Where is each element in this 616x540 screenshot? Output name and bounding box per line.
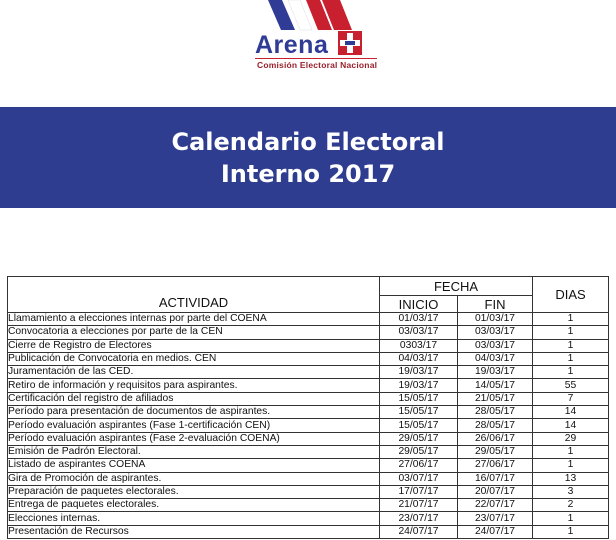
table-row	[8, 326, 609, 339]
logo-subtitle: Comisión Electoral Nacional	[257, 60, 378, 70]
start-date-cell: 15/05/17	[380, 392, 458, 405]
table-row	[8, 313, 609, 326]
activity-cell: Certificación del registro de afiliados	[8, 392, 380, 405]
table-row	[8, 459, 609, 472]
days-cell: 55	[533, 379, 609, 392]
activity-cell: Publicación de Convocatoria en medios. CEN	[8, 352, 380, 365]
days-cell: 14	[533, 406, 609, 419]
activity-cell: Cierre de Registro de Electores	[8, 339, 380, 352]
end-date-cell: 29/05/17	[458, 445, 533, 458]
header-fecha: FECHA	[380, 277, 533, 296]
banner-title-line1: Calendario Electoral	[171, 127, 445, 156]
days-cell: 7	[533, 392, 609, 405]
logo-name: Arena	[255, 31, 329, 59]
arena-logo	[240, 0, 390, 76]
start-date-cell: 24/07/17	[380, 525, 458, 538]
header-fin: FIN	[458, 296, 533, 313]
end-date-cell: 28/05/17	[458, 419, 533, 432]
days-cell: 1	[533, 339, 609, 352]
table-row	[8, 379, 609, 392]
days-cell: 13	[533, 472, 609, 485]
table-row	[8, 432, 609, 445]
start-date-cell: 01/03/17	[380, 313, 458, 326]
title-banner	[0, 107, 616, 208]
activity-cell: Elecciones internas.	[8, 512, 380, 525]
logo-cross-icon	[338, 31, 362, 55]
days-cell: 3	[533, 485, 609, 498]
table-row	[8, 406, 609, 419]
days-cell: 14	[533, 419, 609, 432]
start-date-cell: 27/06/17	[380, 459, 458, 472]
activity-cell: Entrega de paquetes electorales.	[8, 499, 380, 512]
activity-cell: Período para presentación de documentos de aspirantes.	[8, 406, 380, 419]
activity-cell: Período evaluación aspirantes (Fase 1-certificación CEN)	[8, 419, 380, 432]
end-date-cell: 22/07/17	[458, 499, 533, 512]
start-date-cell: 23/07/17	[380, 512, 458, 525]
end-date-cell: 19/03/17	[458, 366, 533, 379]
end-date-cell: 26/06/17	[458, 432, 533, 445]
start-date-cell: 04/03/17	[380, 352, 458, 365]
header-dias: DIAS	[533, 277, 609, 313]
end-date-cell: 27/06/17	[458, 459, 533, 472]
start-date-cell: 15/05/17	[380, 406, 458, 419]
days-cell: 1	[533, 352, 609, 365]
end-date-cell: 21/05/17	[458, 392, 533, 405]
activity-cell: Gira de Promoción de aspirantes.	[8, 472, 380, 485]
days-cell: 1	[533, 445, 609, 458]
end-date-cell: 20/07/17	[458, 485, 533, 498]
days-cell: 1	[533, 525, 609, 538]
table-row	[8, 525, 609, 538]
table-row	[8, 339, 609, 352]
activity-cell: Período evaluación aspirantes (Fase 2-evaluación COENA)	[8, 432, 380, 445]
end-date-cell: 04/03/17	[458, 352, 533, 365]
start-date-cell: 29/05/17	[380, 432, 458, 445]
table-row	[8, 419, 609, 432]
end-date-cell: 24/07/17	[458, 525, 533, 538]
end-date-cell: 01/03/17	[458, 313, 533, 326]
activity-cell: Convocatoria a elecciones por parte de la CEN	[8, 326, 380, 339]
start-date-cell: 0303/17	[380, 339, 458, 352]
days-cell: 1	[533, 366, 609, 379]
start-date-cell: 19/03/17	[380, 379, 458, 392]
activity-cell: Presentación de Recursos	[8, 525, 380, 538]
end-date-cell: 16/07/17	[458, 472, 533, 485]
start-date-cell: 19/03/17	[380, 366, 458, 379]
table-row	[8, 392, 609, 405]
start-date-cell: 03/03/17	[380, 326, 458, 339]
activity-cell: Retiro de información y requisitos para aspirantes.	[8, 379, 380, 392]
days-cell: 1	[533, 313, 609, 326]
end-date-cell: 28/05/17	[458, 406, 533, 419]
table-row	[8, 472, 609, 485]
table-row	[8, 485, 609, 498]
electoral-calendar-table	[7, 276, 609, 539]
start-date-cell: 29/05/17	[380, 445, 458, 458]
table-row	[8, 445, 609, 458]
end-date-cell: 03/03/17	[458, 339, 533, 352]
end-date-cell: 03/03/17	[458, 326, 533, 339]
days-cell: 29	[533, 432, 609, 445]
end-date-cell: 14/05/17	[458, 379, 533, 392]
days-cell: 1	[533, 326, 609, 339]
activity-cell: Listado de aspirantes COENA	[8, 459, 380, 472]
banner-title-line2: Interno 2017	[220, 159, 396, 188]
table-row	[8, 512, 609, 525]
start-date-cell: 17/07/17	[380, 485, 458, 498]
header-actividad: ACTIVIDAD	[8, 277, 380, 313]
activity-cell: Emisión de Padrón Electoral.	[8, 445, 380, 458]
days-cell: 2	[533, 499, 609, 512]
header-inicio: INICIO	[380, 296, 458, 313]
start-date-cell: 03/07/17	[380, 472, 458, 485]
table-row	[8, 352, 609, 365]
start-date-cell: 21/07/17	[380, 499, 458, 512]
activity-cell: Juramentación de las CED.	[8, 366, 380, 379]
days-cell: 1	[533, 512, 609, 525]
activity-cell: Llamamiento a elecciones internas por parte del COENA	[8, 313, 380, 326]
table-row	[8, 366, 609, 379]
days-cell: 1	[533, 459, 609, 472]
start-date-cell: 15/05/17	[380, 419, 458, 432]
end-date-cell: 23/07/17	[458, 512, 533, 525]
table-row	[8, 499, 609, 512]
activity-cell: Preparación de paquetes electorales.	[8, 485, 380, 498]
